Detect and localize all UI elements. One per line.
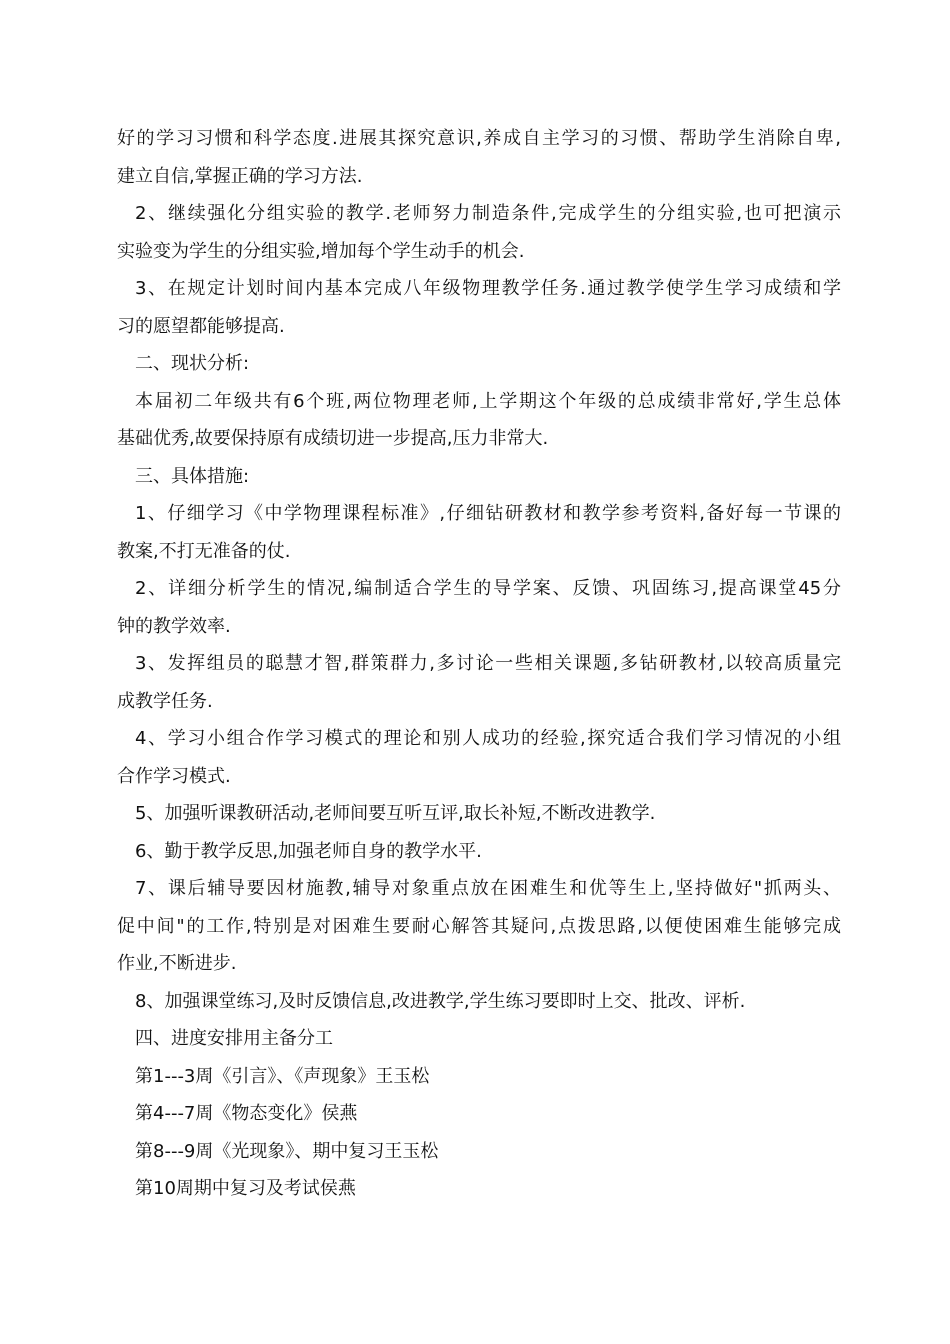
paragraph-line: 2、详细分析学生的情况,编制适合学生的导学案、反馈、巩固练习,提高课堂45分 bbox=[135, 578, 841, 599]
schedule-line: 第10周期中复习及考试侯燕 bbox=[135, 1178, 356, 1199]
section-heading: 三、具体措施: bbox=[135, 465, 250, 487]
schedule-line: 第1---3周《引言》、《声现象》王玉松 bbox=[135, 1065, 430, 1087]
paragraph-line: 好的学习习惯和科学态度.进展其探究意识,养成自主学习的习惯、帮助学生消除自卑, bbox=[117, 128, 841, 149]
paragraph-line: 实验变为学生的分组实验,增加每个学生动手的机会. bbox=[117, 240, 525, 262]
paragraph-line: 教案,不打无准备的仗. bbox=[117, 540, 291, 562]
paragraph-line: 建立自信,掌握正确的学习方法. bbox=[117, 165, 363, 187]
paragraph-line: 成教学任务. bbox=[117, 690, 213, 712]
paragraph-line: 3、发挥组员的聪慧才智,群策群力,多讨论一些相关课题,多钻研教材,以较高质量完 bbox=[135, 653, 841, 674]
paragraph-line: 4、学习小组合作学习模式的理论和别人成功的经验,探究适合我们学习情况的小组 bbox=[135, 728, 841, 749]
schedule-line: 第8---9周《光现象》、期中复习王玉松 bbox=[135, 1140, 439, 1162]
paragraph-line: 5、加强听课教研活动,老师间要互听互评,取长补短,不断改进教学. bbox=[135, 803, 656, 824]
section-heading: 四、进度安排用主备分工 bbox=[135, 1028, 333, 1049]
paragraph-line: 2、继续强化分组实验的教学.老师努力制造条件,完成学生的分组实验,也可把演示 bbox=[135, 203, 841, 224]
paragraph-line: 1、仔细学习《中学物理课程标准》,仔细钻研教材和教学参考资料,备好每一节课的 bbox=[135, 503, 841, 524]
schedule-line: 第4---7周《物态变化》侯燕 bbox=[135, 1103, 358, 1124]
paragraph-line: 习的愿望都能够提高. bbox=[117, 315, 285, 337]
paragraph-line: 基础优秀,故要保持原有成绩切进一步提高,压力非常大. bbox=[117, 428, 549, 449]
paragraph-line: 合作学习模式. bbox=[117, 765, 231, 787]
paragraph-line: 本届初二年级共有6个班,两位物理老师,上学期这个年级的总成绩非常好,学生总体 bbox=[135, 390, 841, 412]
paragraph-line: 促中间"的工作,特别是对困难生要耐心解答其疑问,点拨思路,以便使困难生能够完成 bbox=[117, 915, 841, 937]
document-body bbox=[117, 120, 841, 1208]
paragraph-line: 7、课后辅导要因材施教,辅导对象重点放在困难生和优等生上,坚持做好"抓两头、 bbox=[135, 878, 841, 899]
paragraph-line: 3、在规定计划时间内基本完成八年级物理教学任务.通过教学使学生学习成绩和学 bbox=[135, 278, 841, 299]
section-heading: 二、现状分析: bbox=[135, 353, 250, 374]
paragraph-line: 钟的教学效率. bbox=[117, 615, 231, 637]
paragraph-line: 8、加强课堂练习,及时反馈信息,改进教学,学生练习要即时上交、批改、评析. bbox=[135, 990, 746, 1012]
paragraph-line: 6、勤于教学反思,加强老师自身的教学水平. bbox=[135, 840, 482, 862]
paragraph-line: 作业,不断进步. bbox=[117, 953, 237, 974]
